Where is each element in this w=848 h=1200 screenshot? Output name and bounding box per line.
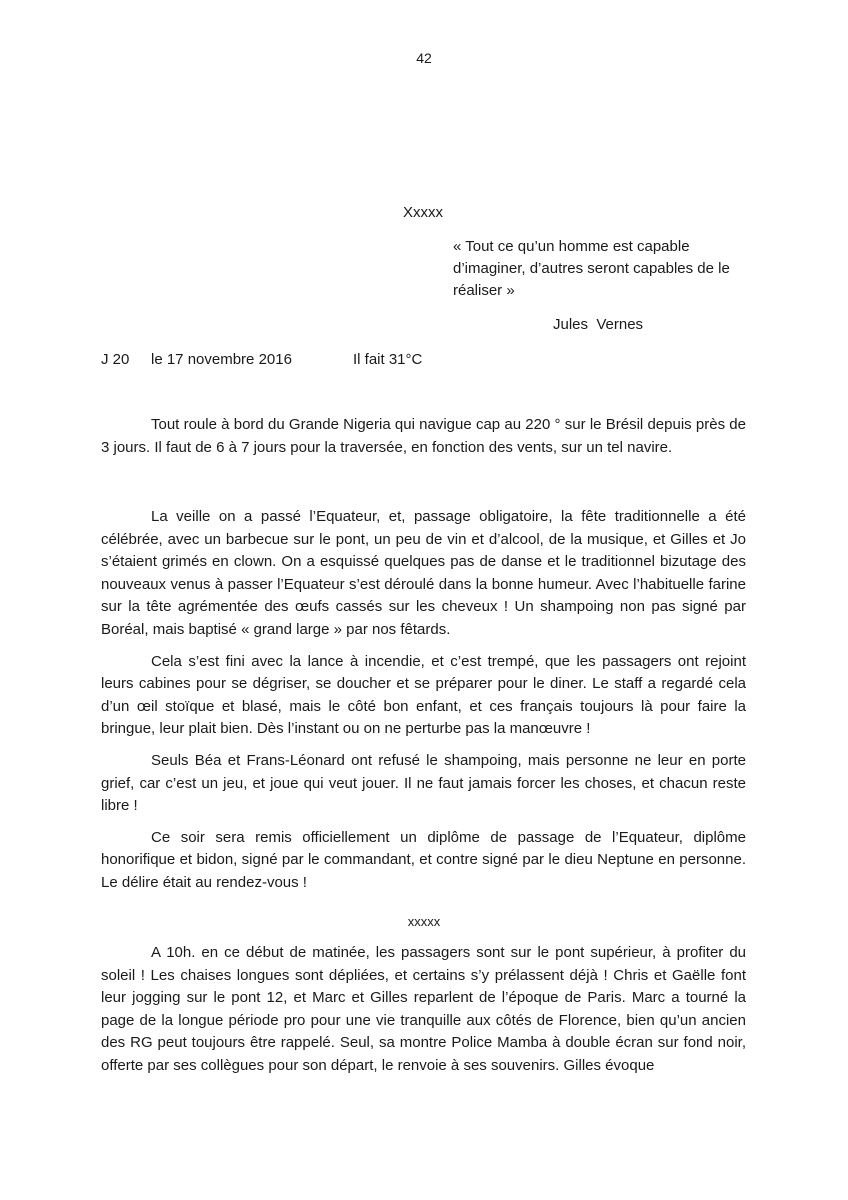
epigraph-author: Jules Vernes — [553, 316, 644, 333]
paragraph: La veille on a passé l’Equateur, et, passage obligatoire, la fête traditionnelle a été célébrée, avec un barbecue sur le pont, un peu de vin et d’alcool, de la musique, et Gilles et Jo s’étaient grimés en clown. On a esquissé quelques pas de danse et le traditionnel bizutage des nouveaux venus à passer l’Equateur s’est déroulé dans la bonne humeur. Avec l’habituelle farine sur la tête agrémentée des œufs cassés sur les cheveux ! Un shampoing non pas signé par Boréal, mais baptisé « grand large » par nos fêtards. — [101, 508, 746, 638]
paragraph: Ce soir sera remis officiellement un diplôme de passage de l’Equateur, diplôme honorifique et bidon, signé par le commandant, et contre signé par le dieu Neptune en personne. Le délire était au rendez-vous ! — [101, 828, 746, 891]
entry-weather: Il fait 31°C — [353, 351, 423, 368]
body-block-2 — [101, 506, 746, 904]
paragraph: Seuls Béa et Frans-Léonard ont refusé le shampoing, mais personne ne leur en porte grief, car c’est un jeu, et joue qui veut jouer. Il ne faut jamais forcer les choses, et chacun reste libre ! — [101, 751, 746, 815]
entry-day: J 20 — [101, 351, 130, 368]
epigraph-quote: « Tout ce qu’un homme est capable d’imaginer, d’autres seront capables de le réaliser » — [453, 238, 730, 299]
paragraph: A 10h. en ce début de matinée, les passagers sont sur le pont supérieur, à profiter du soleil ! Les chaises longues sont dépliées, et certains s’y prélassent déjà ! Chris et Gaëlle font leur jogging sur le pont 12, et Marc et Gilles reparlent de l’époque de Paris. Marc a tourné la page de la longue période pro pour une vie tranquille aux côtés de Florence, bien qu’un ancien des RG peut toujours être rappelé. Seul, sa montre Police Mamba à double écran sur fond noir, offerte par ses collègues pour son départ, le renvoie à ses souvenirs. Gilles évoque — [101, 944, 746, 1074]
section-mark-top: Xxxxx — [403, 204, 444, 221]
entry-date: le 17 novembre 2016 — [151, 351, 292, 368]
section-mark-mid: xxxxx — [407, 914, 441, 929]
paragraph: Cela s’est fini avec la lance à incendie, et c’est trempé, que les passagers ont rejoint leurs cabines pour se dégriser, se doucher et se préparer pour le diner. Le staff a regardé cela d’un œil stoïque et blasé, mais le côté bon enfant, et ces français toujours là pour faire la bringue, leur plait bien. Dès l’instant ou on ne perturbe pas la manœuvre ! — [101, 652, 746, 738]
paragraph: Tout roule à bord du Grande Nigeria qui navigue cap au 220 ° sur le Brésil depuis près de 3 jours. Il faut de 6 à 7 jours pour la traversée, en fonction des vents, sur un tel navire. — [101, 416, 746, 456]
body-block-3 — [101, 942, 746, 1078]
entry-header — [101, 351, 741, 373]
body-block-1 — [101, 414, 746, 459]
page-number: 42 — [416, 50, 432, 66]
